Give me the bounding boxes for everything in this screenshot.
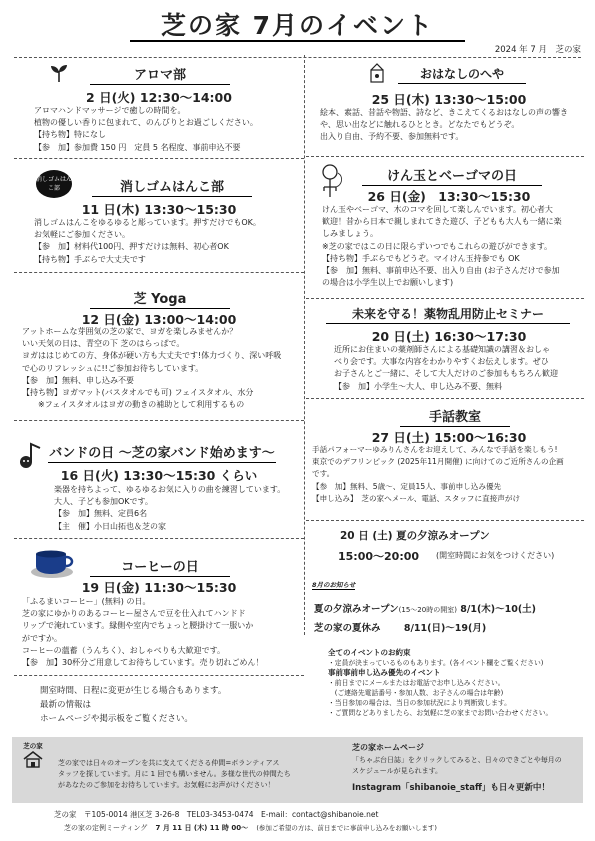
instagram-link[interactable]: Instagram「shibanoie_staff」も日々更新中！ (352, 783, 550, 793)
seminar-body: 近所にお住まいの薬剤師さんによる基礎知識の講習＆おしゃ べり会です。大事な内容をわかりやすくお伝えします。ぜひ お子さんとご一緒に、そして大人だけのご参加ももちろん歓迎 【参 加】小学生～大人、申し込み不要、無料 (334, 345, 558, 391)
seminar-title: 未来を守る！薬物乱用防止セミナー (326, 305, 570, 324)
eraser-time: 11 日(木) 13:30～15:30 (81, 202, 237, 217)
volunteer-text: 芝の家では日々のオープンを共に支えてくださる仲間=ボランティアス タッフを探しています。月に 1 回でも構いません。多様な世代の仲間たち があなたのご参加をお待ちしています。お気軽にお声がけください！ (58, 759, 291, 789)
issue-date: 2024 年 7 月 芝の家 (494, 45, 581, 55)
evening-open-title: 20 日 (土) 夏の夕涼みオープン (340, 530, 490, 542)
august-item-evening: 夏の夕涼みオープン(15～20時の開室) 8/1(木)～10(土) (314, 604, 537, 615)
divider (306, 298, 584, 299)
band-time: 16 日(火) 13:30～15:30 くらい (60, 468, 258, 483)
story-time: 25 日(木) 13:30～15:00 (371, 92, 527, 107)
yoga-time: 12 日(金) 13:00～14:00 (81, 312, 237, 327)
divider (306, 156, 584, 157)
event-rules: 全てのイベントのお約束 ・定員が決まっているものもあります。(各イベント欄をご覧ください) 事前事前申し込み優先のイベント ・前日までにメールまたはお電話でお申し込みください。 (ご連絡先電話番号・参加人数、お子さんの場合は年齢) ・当日参加の場合は、当日の参加状況により判断致します。 ・ご質問などありましたら、お気軽に芝の家までお問い合わせください。 (328, 648, 553, 717)
sprout-icon (48, 62, 70, 88)
house-logo-icon: 芝の家 (18, 741, 48, 772)
column-divider (304, 55, 305, 635)
divider (306, 398, 584, 399)
evening-open-note: (開室時間にお気をつけください) (436, 551, 555, 560)
homepage-title: 芝の家ホームページ (352, 743, 424, 752)
kendama-title: けん玉とベーゴマの日 (362, 165, 542, 186)
story-body: 絵本、素話、昔話や物語、詩など、きこえてくるおはなしの声の響き や、思い出などに触れるひととき。どなたでもどうぞ。 出入り自由、予約不要、参加無料です。 (320, 108, 568, 142)
divider (14, 675, 304, 676)
aroma-title: アロマ部 (90, 64, 230, 85)
kendama-time: 26 日(金) 13:30～15:30 (367, 189, 531, 204)
divider (306, 520, 584, 521)
aroma-body: アロマハンドマッサージで癒しの時間を。 植物の優しい香りに包まれて、のんびりとお過ごしください。 【持ち物】特になし 【参 加】参加費 150 円 定員 5 名程度、事前申込不要 (34, 106, 258, 152)
seminar-time: 20 日(土) 16:30～17:30 (371, 329, 527, 344)
header-divider (14, 57, 581, 58)
title-underline (130, 40, 465, 42)
divider (14, 538, 304, 539)
sign-body: 手話パフォーマーゆみりんさんをお迎えして、みんなで手話を楽しもう! 東京でのデフリンピック (2025年11月開催) に向けてのご近所さんの企画 です。 【参 加】無料、5歳～、定員15人、事前申し込み優先 【申し込み】 芝の家へメール、電話、スタッフに直接声がけ (312, 445, 564, 503)
coffee-title: コーヒーの日 (90, 556, 230, 577)
band-body: 楽器を持ちよって、ゆるゆるお気に入りの曲を練習しています。 大人、子ども参加OKです。 【参 加】無料、定員6名 【主 催】小日山拓也＆芝の家 (54, 485, 286, 531)
stamp-badge-icon: 消しゴムはんこ部 (36, 170, 72, 198)
yoga-body: アットホームな芽囲気の芝の家で、ヨガを楽しみませんか？ いい天気の日は、青空の下 芝のはらっぱで。 ヨガははじめての方、身体が硬い方も大丈夫です!体力づくり、深い呼吸 で心のリフレッシュに!!ご参加お待ちしています。 【参 加】無料、申し込み不要 【持ち物】ヨガマット(バスタオルでも可) フェイスタオル、水分 ※フェイスタオルはヨガの動きの補助として利用するもの (22, 327, 282, 410)
sign-title: 手話教室 (400, 406, 510, 427)
divider (14, 158, 304, 159)
evening-open-time: 15:00～20:00 (338, 550, 420, 563)
aroma-time: 2 日(火) 12:30～14:00 (86, 90, 232, 105)
divider (14, 420, 304, 421)
book-icon (368, 62, 386, 88)
august-item-holiday: 芝の家の夏休み 8/11(日)～19(月) (314, 623, 487, 634)
homepage-text: 「ちゃぶ台日誌」をクリックしてみると、日々のできごとや毎月の スケジュールが見られます。 (352, 756, 562, 775)
eraser-title: 消しゴムはんこ部 (92, 176, 252, 197)
yoga-title: 芝 Yoga (90, 288, 230, 309)
story-title: おはなしのへや (398, 65, 526, 84)
meeting-info: 芝の家の定例ミーティング 7 月 11 日 (木) 11 時 00～ (参加ご希望の方は、前日までに事前申し込みをお願いします) (64, 824, 437, 832)
contact-address: 芝の家 〒105-0014 港区芝 3-26-8 TEL03-3453-0474 E-mail：contact@shibanoie.net (54, 810, 379, 819)
sign-time: 27 日(土) 15:00～16:30 (371, 430, 527, 445)
august-notice-label: 8月のお知らせ (312, 581, 356, 589)
schedule-notice: 開室時間、日程に変更が生じる場合もあります。 最新の情報は ホームページや掲示板をご覧ください。 (40, 686, 227, 724)
divider (14, 272, 304, 273)
band-title: バンドの日 ～芝の家バンド始めます～ (48, 442, 276, 463)
coffee-body: 「ふるまいコーヒー」(無料) の日。 芝の家にゆかりのあるコーヒー屋さんで豆を仕入れてハンドド リップで淹れています。縁側や室内でちょっと腰掛けて一服いか がですか。 コーヒーの薀蓄（うんちく）、おしゃべりも大歓迎です。 【参 加】30杯分ご用意してお待ちしています。売り切れごめん！ (22, 597, 264, 668)
coffee-time: 19 日(金) 11:30～15:30 (81, 580, 237, 595)
page-title: 芝の家 7月のイベント (160, 11, 435, 40)
eraser-body: 消しゴムはんこをゆるゆると彫っています。押すだけでもOK。 お気軽にご参加ください。 【参 加】材料代100円、押すだけは無料、初心者OK 【持ち物】手ぶらで大丈夫です (34, 218, 261, 264)
kendama-body: けん玉やベーゴマ、木のコマを回して楽しんでいます。初心者大 歓迎！昔から日本で親しまれてきた遊び、子どもも大人も一緒に楽 しみましょう。 ※芝の家ではこの日に限らずいつでもこれらの遊びができます。 【持ち物】手ぶらでもどうぞ。マイけん玉持参でも OK 【参 加】無料、事前申込不要、出入り自由 (お子さんだけで参加 の場合は小学生以上でお願いします) (322, 205, 562, 288)
